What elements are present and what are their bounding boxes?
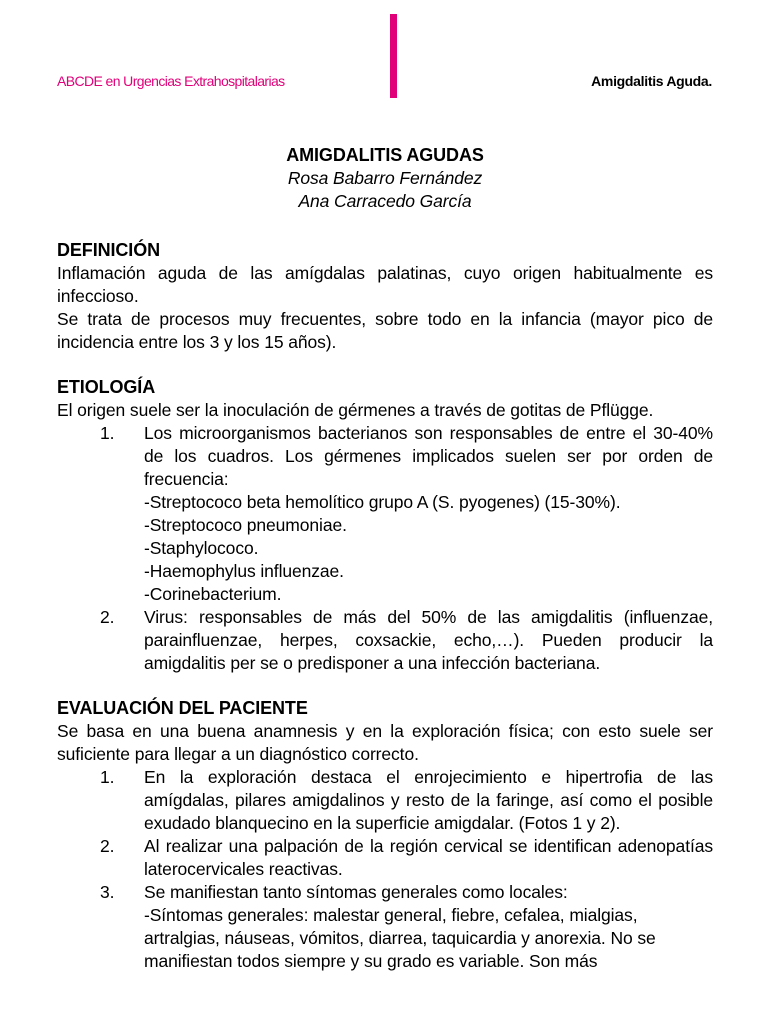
- list-item-number: 1.: [100, 767, 115, 787]
- list-item-number: 1.: [100, 423, 115, 443]
- list-item: [57, 835, 713, 881]
- section-heading-definicion: DEFINICIÓN: [57, 240, 161, 260]
- list-sub-item: -Síntomas generales: malestar general, fiebre, cefalea, mialgias, artralgias, náuseas, vómitos, diarrea, taquicardia y anorexia. No se manifiestan todos siempre y su grado es variable. Son más: [144, 905, 656, 971]
- header-accent-bar: [390, 14, 397, 98]
- list-item: [57, 881, 713, 973]
- etiologia-list: [57, 422, 713, 675]
- list-item-text: Al realizar una palpación de la región cervical se identifican adenopatías laterocervicales reactivas.: [144, 836, 713, 879]
- document-body: [57, 144, 713, 973]
- paragraph: Se trata de procesos muy frecuentes, sobre todo en la infancia (mayor pico de incidencia entre los 3 y los 15 años).: [57, 309, 713, 352]
- running-header-left: ABCDE en Urgencias Extrahospitalarias: [57, 73, 285, 89]
- list-item-number: 2.: [100, 607, 115, 627]
- list-sub-item: -Corinebacterium.: [144, 584, 282, 604]
- paragraph: Inflamación aguda de las amígdalas palatinas, cuyo origen habitualmente es infeccioso.: [57, 263, 713, 306]
- list-item: [57, 766, 713, 835]
- author-2: Ana Carracedo García: [298, 191, 472, 211]
- list-sub-item: -Staphylococo.: [144, 538, 259, 558]
- list-item-number: 3.: [100, 882, 115, 902]
- list-sub-item: -Streptococo pneumoniae.: [144, 515, 347, 535]
- author-1: Rosa Babarro Fernández: [287, 168, 483, 188]
- list-item: [57, 422, 713, 606]
- list-item-text: Se manifiestan tanto síntomas generales como locales:: [144, 882, 568, 902]
- document-title: AMIGDALITIS AGUDAS: [286, 145, 484, 165]
- list-item-text: Los microorganismos bacterianos son responsables de entre el 30-40% de los cuadros. Los gérmenes implicados suelen ser por orden de frecuencia:: [144, 423, 713, 489]
- paragraph: El origen suele ser la inoculación de gérmenes a través de gotitas de Pflügge.: [57, 400, 654, 420]
- title-block: [57, 144, 713, 213]
- running-header-right: Amigdalitis Aguda.: [591, 73, 712, 89]
- list-item-text: Virus: responsables de más del 50% de las amigdalitis (influenzae, parainfluenzae, herpes, coxsackie, echo,…). Pueden producir la amigdalitis per se o predisponer a una infección bacteriana.: [144, 607, 713, 673]
- evaluacion-list: [57, 766, 713, 973]
- section-heading-etiologia: ETIOLOGÍA: [57, 377, 156, 397]
- list-sub-item: -Haemophylus influenzae.: [144, 561, 344, 581]
- list-item: [57, 606, 713, 675]
- section-heading-evaluacion: EVALUACIÓN DEL PACIENTE: [57, 698, 308, 718]
- list-item-number: 2.: [100, 836, 115, 856]
- paragraph: Se basa en una buena anamnesis y en la exploración física; con esto suele ser suficiente para llegar a un diagnóstico correcto.: [57, 721, 713, 764]
- list-item-text: En la exploración destaca el enrojecimiento e hipertrofia de las amígdalas, pilares amigdalinos y resto de la faringe, así como el posible exudado blanquecino en la superficie amigdalar. (Fotos 1 y 2).: [144, 767, 713, 833]
- list-sub-item: -Streptococo beta hemolítico grupo A (S. pyogenes) (15-30%).: [144, 492, 621, 512]
